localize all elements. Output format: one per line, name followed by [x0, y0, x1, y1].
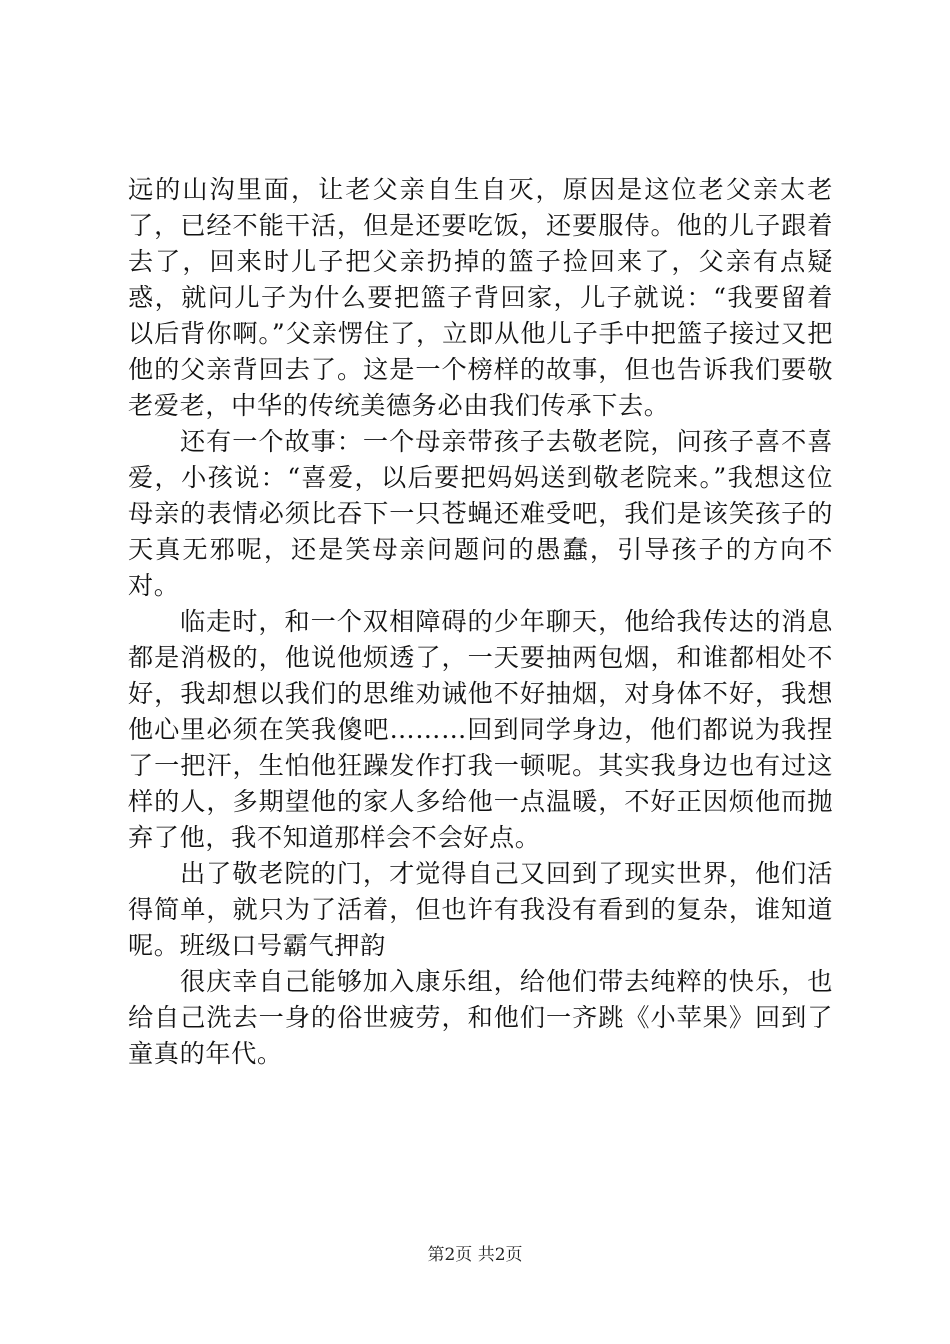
paragraph-2: 还有一个故事：一个母亲带孩子去敬老院，问孩子喜不喜爱，小孩说：“喜爱，以后要把妈妈送到敬老院来。”我想这位母亲的表情必须比吞下一只苍蝇还难受吧，我们是该笑孩子的天真无邪呢，还是笑母亲问题问的愚蠢，引导孩子的方向不对。 — [128, 427, 833, 600]
paragraph-1: 远的山沟里面，让老父亲自生自灭，原因是这位老父亲太老了，已经不能干活，但是还要吃饭，还要服侍。他的儿子跟着去了，回来时儿子把父亲扔掉的篮子捡回来了，父亲有点疑惑，就问儿子为什么要把篮子背回家，儿子就说：“我要留着以后背你啊。”父亲愣住了，立即从他儿子手中把篮子接过又把他的父亲背回去了。这是一个榜样的故事，但也告诉我们要敬老爱老，中华的传统美德务必由我们传承下去。 — [128, 175, 833, 420]
document-body — [128, 172, 833, 1072]
paragraph-4: 出了敬老院的门，才觉得自己又回到了现实世界，他们活得简单，就只为了活着，但也许有我没有看到的复杂，谁知道呢。班级口号霸气押韵 — [128, 859, 833, 960]
page-number-label: 第2页 共2页 — [427, 1245, 523, 1265]
page-footer — [0, 1244, 950, 1266]
paragraph-5: 很庆幸自己能够加入康乐组，给他们带去纯粹的快乐，也给自己洗去一身的俗世疲劳，和他们一齐跳《小苹果》回到了童真的年代。 — [128, 967, 833, 1068]
paragraph-3: 临走时，和一个双相障碍的少年聊天，他给我传达的消息都是消极的，他说他烦透了，一天要抽两包烟，和谁都相处不好，我却想以我们的思维劝诫他不好抽烟，对身体不好，我想他心里必须在笑我傻吧………回到同学身边，他们都说为我捏了一把汗，生怕他狂躁发作打我一顿呢。其实我身边也有过这样的人，多期望他的家人多给他一点温暖，不好正因烦他而抛弃了他，我不知道那样会不会好点。 — [128, 607, 833, 852]
